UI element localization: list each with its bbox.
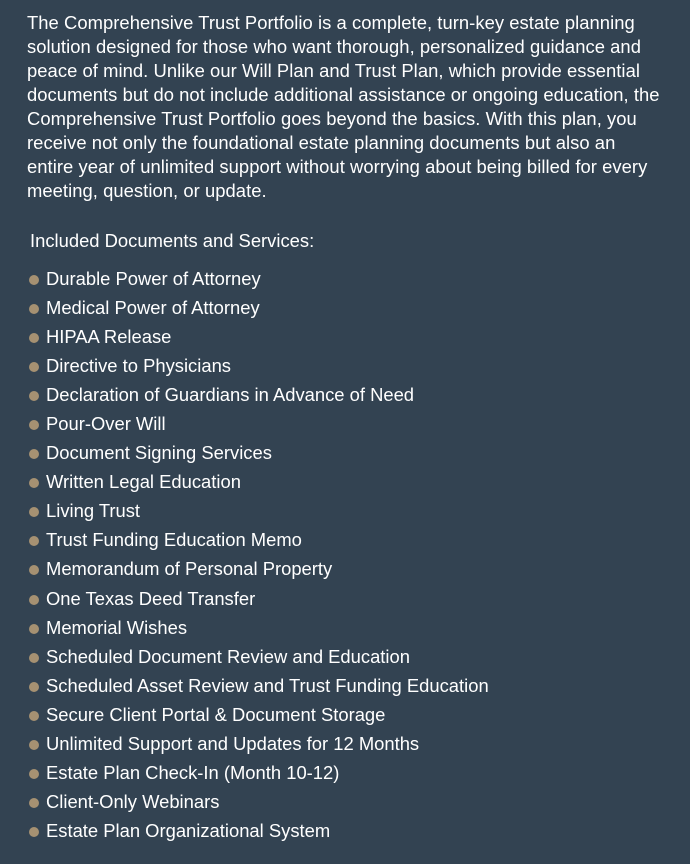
- list-item-label: Declaration of Guardians in Advance of Need: [46, 383, 415, 405]
- list-item: [27, 264, 660, 293]
- bullet-dot-icon: [29, 740, 39, 750]
- list-item: [27, 468, 660, 497]
- list-item: [27, 730, 660, 759]
- bullet-dot-icon: [29, 449, 39, 459]
- list-item: [27, 351, 660, 380]
- bullet-dot-icon: [29, 507, 39, 517]
- bullet-dot-icon: [29, 333, 39, 343]
- bullet-dot-icon: [29, 391, 39, 401]
- list-item-label: Directive to Physicians: [46, 354, 231, 376]
- bullet-dot-icon: [29, 420, 39, 430]
- list-item-label: Trust Funding Education Memo: [46, 529, 302, 551]
- list-item: [27, 439, 660, 468]
- bullet-dot-icon: [29, 536, 39, 546]
- list-item: [27, 613, 660, 642]
- list-item-label: Client-Only Webinars: [46, 791, 220, 813]
- list-item: [27, 409, 660, 438]
- list-item: [27, 671, 660, 700]
- list-item: [27, 584, 660, 613]
- list-item: [27, 322, 660, 351]
- list-item: [27, 555, 660, 584]
- list-item-label: One Texas Deed Transfer: [46, 587, 256, 609]
- list-item: [27, 642, 660, 671]
- bullet-dot-icon: [29, 798, 39, 808]
- bullet-dot-icon: [29, 478, 39, 488]
- list-item-label: Scheduled Asset Review and Trust Funding Education: [46, 674, 489, 696]
- list-item-label: Living Trust: [46, 500, 141, 522]
- bullet-dot-icon: [29, 275, 39, 285]
- list-item: [27, 817, 660, 846]
- list-item-label: Unlimited Support and Updates for 12 Months: [46, 733, 420, 755]
- list-item-label: HIPAA Release: [46, 325, 172, 347]
- bullet-dot-icon: [29, 565, 39, 575]
- bullet-dot-icon: [29, 595, 39, 605]
- list-item-label: Medical Power of Attorney: [46, 296, 260, 318]
- bullet-dot-icon: [29, 304, 39, 314]
- list-item-label: Memorial Wishes: [46, 616, 188, 638]
- bullet-dot-icon: [29, 362, 39, 372]
- bullet-dot-icon: [29, 769, 39, 779]
- list-item: [27, 293, 660, 322]
- list-item: [27, 759, 660, 788]
- included-services-list: [27, 264, 660, 846]
- list-item-label: Written Legal Education: [46, 471, 241, 493]
- bullet-dot-icon: [29, 624, 39, 634]
- bullet-dot-icon: [29, 653, 39, 663]
- list-item-label: Scheduled Document Review and Education: [46, 645, 410, 667]
- list-item: [27, 497, 660, 526]
- list-item-label: Durable Power of Attorney: [46, 267, 261, 289]
- list-item-label: Estate Plan Check-In (Month 10-12): [46, 762, 340, 784]
- bullet-dot-icon: [29, 711, 39, 721]
- bullet-dot-icon: [29, 682, 39, 692]
- list-item: [27, 700, 660, 729]
- bullet-dot-icon: [29, 827, 39, 837]
- plan-intro-paragraph: The Comprehensive Trust Portfolio is a complete, turn-key estate planning solution designed for those who want thorough, personalized guidance and peace of mind. Unlike our Will Plan and Trust Plan, which provide essential documents but do not include additional assistance or ongoing education, the Comprehensive Trust Portfolio goes beyond the basics. With this plan, you receive not only the foundational estate planning documents but also an entire year of unlimited support without worrying about being billed for every meeting, question, or update.: [27, 12, 660, 201]
- list-item: [27, 788, 660, 817]
- list-item: [27, 526, 660, 555]
- list-item-label: Estate Plan Organizational System: [46, 820, 331, 842]
- list-item-label: Pour-Over Will: [46, 413, 166, 435]
- list-item-label: Secure Client Portal & Document Storage: [46, 703, 386, 725]
- list-item-label: Memorandum of Personal Property: [46, 558, 333, 580]
- list-item: [27, 380, 660, 409]
- list-item-label: Document Signing Services: [46, 442, 272, 464]
- included-services-heading: Included Documents and Services:: [30, 230, 315, 251]
